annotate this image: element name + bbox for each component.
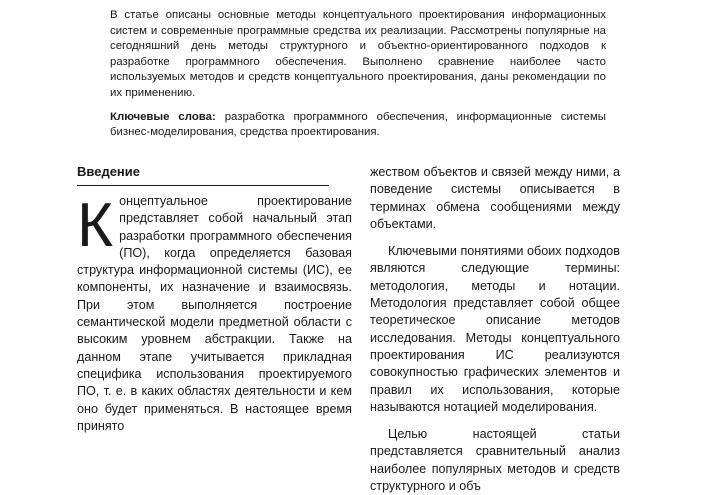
right-paragraph-1: жеством объектов и связей между ними, а поведение системы описывается в терминах обмена сообщениями между объектами. xyxy=(370,165,620,231)
intro-paragraph xyxy=(77,193,352,435)
keywords-text: разработка программного обеспечения, информационные системы бизнес-моделирования, средства проектирования. xyxy=(110,110,606,139)
intro-text: онцептуальное проектирование представляет собой начальный этап разработки программного обеспечения (ПО), когда определяется базовая структура информационной системы (ИС), ее компоненты, их назначение и взаимосвязь. При этом выполняется построение семантической модели предметной области с высоким уровнем абстракции. Также на данном этапе учитывается прикладная специфика использования проектируемого ПО, т. е. в каких областях деятельности и кем оно будет применяться. В настоящее время принято xyxy=(77,194,352,433)
left-column xyxy=(77,193,352,435)
drop-cap: К xyxy=(77,191,114,260)
right-paragraph-3: Целью настоящей статьи представляется сравнительный анализ наиболее популярных методов и средств структурного и объ xyxy=(370,427,620,494)
section-title: Введение xyxy=(77,164,140,179)
abstract xyxy=(110,8,606,141)
right-paragraph-2: Ключевыми понятиями обоих подходов являются следующие термины: методология, методы и нотации. Методология представляет собой общее теоретическое описание методов исследования. Методы концептуального проектирования ИС реализуются совокупностью графических элементов и правил их использования, которые называются нотацией моделирования. xyxy=(370,244,620,414)
abstract-text: В статье описаны основные методы концептуального проектирования информационных систем и современные программные средства их реализации. Рассмотрены популярные на сегодняшний день методы структурного и объектно-ориентированного подходов к разработке программного обеспечения. Выполнено сравнение наиболее часто используемых методов и средств концептуального проектирования, даны рекомендации по их применению. xyxy=(110,9,606,99)
right-column xyxy=(370,164,620,495)
keywords xyxy=(110,110,606,141)
section-divider xyxy=(77,185,329,186)
keywords-label: Ключевые слова: xyxy=(110,110,216,123)
